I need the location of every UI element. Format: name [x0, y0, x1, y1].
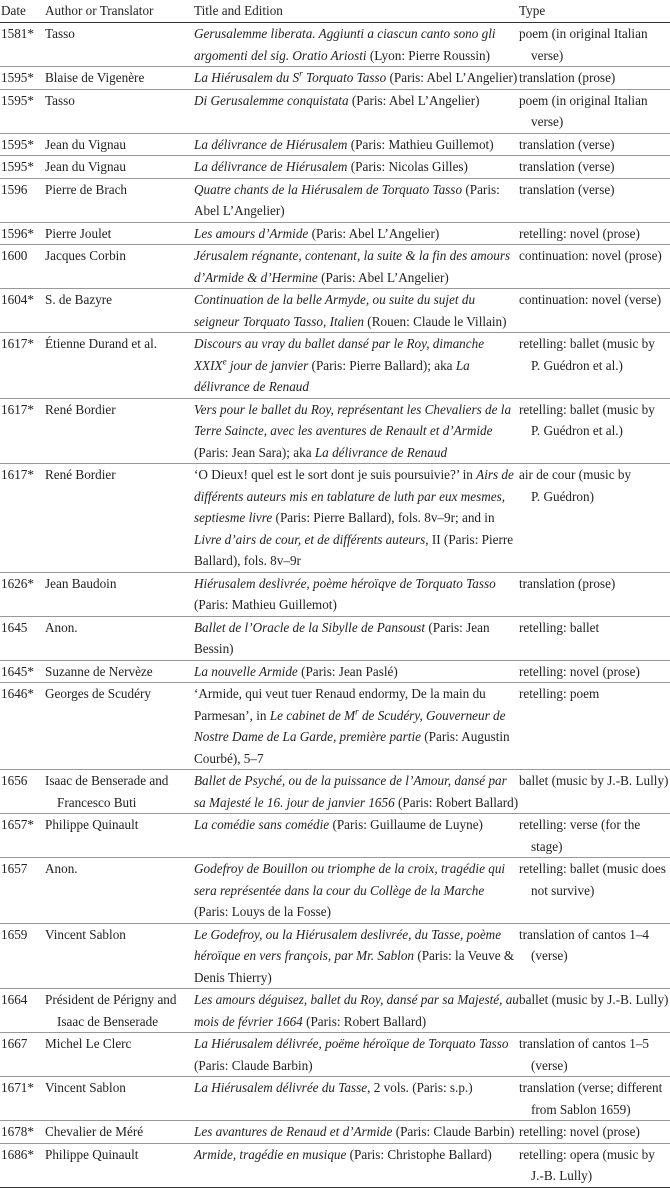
type-line: retelling: novel (prose) — [519, 663, 640, 679]
title-segment: (Paris: Claude Barbin) — [392, 1124, 515, 1139]
title-italic-segment: Les amours d’Armide — [194, 225, 309, 241]
title-segment: (Paris: Christophe Ballard) — [346, 1146, 492, 1162]
table-row — [0, 222, 670, 245]
author-line: Suzanne de Nervèze — [45, 663, 153, 679]
table-row — [0, 814, 670, 858]
title-italic-segment: Continuation de la belle Armyde, ou suite du sujet du seigneur Torquato Tasso, Italien — [194, 292, 476, 329]
cell-title — [194, 1077, 519, 1121]
cell-title — [194, 464, 519, 573]
cell-author — [45, 398, 194, 464]
author-line: Pierre de Brach — [45, 181, 128, 197]
cell-author — [45, 289, 194, 333]
cell-title — [194, 178, 519, 222]
cell-type — [519, 858, 670, 924]
cell-author — [45, 67, 194, 90]
header-author: Author or Translator — [45, 0, 194, 23]
title-italic-segment: Le Godefroy, ou la Hiérusalem deslivrée, du Tasse, poème héroïque en vers françois, par Mr. Sablon — [194, 926, 502, 963]
title-italic-segment: La délivrance de Hiérusalem — [194, 159, 348, 174]
title-italic-segment: Le cabinet de M — [269, 707, 356, 723]
title-segment: (Paris: Jean Sara); aka — [194, 444, 315, 460]
title-italic-segment: La délivrance de Renaud — [314, 444, 448, 460]
cell-type — [519, 770, 670, 814]
title-italic-segment: La Hiérusalem du S — [194, 70, 300, 85]
cell-title — [194, 245, 519, 289]
type-line: continuation: novel (prose) — [519, 248, 662, 263]
cell-title — [194, 1143, 519, 1187]
table-row — [0, 572, 670, 616]
author-line: Président de Périgny and — [45, 992, 177, 1007]
cell-date: 1678* — [0, 1121, 45, 1144]
cell-date: 1596* — [0, 222, 45, 245]
title-segment: (Paris: Robert Ballard) — [302, 1013, 427, 1029]
cell-author — [45, 1121, 194, 1144]
cell-type — [519, 89, 670, 133]
type-line: retelling: poem — [519, 686, 600, 701]
cell-type — [519, 989, 670, 1033]
title-segment: ‘Armide, qui veut tuer Renaud endormy, De la main du Parmesan’, in — [194, 686, 486, 723]
cell-author — [45, 1143, 194, 1187]
cell-date: 1595* — [0, 67, 45, 90]
type-line: translation (verse) — [519, 181, 615, 197]
cell-date: 1604* — [0, 289, 45, 333]
title-italic-segment: de Scudéry, Gouverneur de Nostre Dame de La Garde, première partie — [194, 707, 506, 744]
type-line: (verse) — [531, 948, 568, 963]
title-italic-segment: Ballet de l’Oracle de la Sibylle de Pansoust — [194, 619, 426, 635]
header-date: Date — [0, 0, 45, 23]
cell-author — [45, 245, 194, 289]
cell-author — [45, 660, 194, 683]
author-line: Jean du Vignau — [45, 159, 127, 174]
cell-type — [519, 814, 670, 858]
title-segment: (Paris: Louys de la Fosse) — [194, 904, 331, 919]
cell-type — [519, 1033, 670, 1077]
cell-title — [194, 923, 519, 989]
author-line: S. de Bazyre — [45, 292, 113, 307]
cell-type — [519, 289, 670, 333]
cell-date: 1617* — [0, 398, 45, 464]
cell-author — [45, 858, 194, 924]
cell-type — [519, 1143, 670, 1187]
cell-type — [519, 923, 670, 989]
type-line: retelling: opera (music by — [519, 1146, 655, 1162]
title-italic-segment: jour de janvier — [226, 357, 309, 373]
title-segment: (Paris: Abel L’Angelier) — [317, 269, 449, 285]
type-line: ballet (music by J.-B. Lully) — [519, 773, 669, 788]
cell-date: 1595* — [0, 89, 45, 133]
cell-title — [194, 858, 519, 924]
title-segment: (Paris: Mathieu Guillemot) — [347, 136, 494, 152]
author-line: Georges de Scudéry — [45, 686, 151, 701]
cell-title — [194, 222, 519, 245]
type-line: verse) — [531, 114, 564, 129]
cell-date: 1645* — [0, 660, 45, 683]
title-italic-segment: La nouvelle Armide — [194, 663, 298, 679]
type-line: translation of cantos 1–5 — [519, 1036, 650, 1051]
title-segment: (Paris: Claude Barbin) — [194, 1057, 313, 1073]
cell-date: 1659 — [0, 923, 45, 989]
title-italic-segment: Gerusalemme liberata. Aggiunti a ciascun canto sono gli argomenti del sig. Oratio Ariosti — [194, 26, 496, 63]
title-italic-segment: Les avantures de Renaud et d’Armide — [194, 1124, 393, 1139]
cell-title — [194, 660, 519, 683]
cell-date: 1595* — [0, 133, 45, 156]
cell-title — [194, 770, 519, 814]
author-line: Francesco Buti — [57, 794, 137, 810]
table-row — [0, 683, 670, 770]
title-segment: (Paris: Mathieu Guillemot) — [194, 597, 337, 612]
title-italic-segment: La Hiérusalem délivrée, poëme héroïque de Torquato Tasso — [194, 1036, 509, 1051]
type-line: from Sablon 1659) — [531, 1101, 631, 1117]
cell-type — [519, 683, 670, 770]
author-line: Michel Le Clerc — [45, 1036, 132, 1051]
table-row — [0, 289, 670, 333]
title-italic-segment: Ballet de Psyché, ou de la puissance de l’Amour, dansé par sa Majesté le 16. jour de janvier 1656 — [194, 773, 507, 810]
cell-author — [45, 572, 194, 616]
type-line: P. Guédron) — [531, 488, 594, 504]
cell-date: 1657* — [0, 814, 45, 858]
title-segment: (Paris: Nicolas Gilles) — [347, 159, 468, 174]
author-line: Tasso — [45, 92, 75, 108]
type-line: J.-B. Lully) — [531, 1168, 593, 1183]
title-segment: (Paris: Augustin Courbé), 5–7 — [194, 729, 510, 766]
table-row — [0, 989, 670, 1033]
type-line: (verse) — [531, 1057, 568, 1073]
author-line: Vincent Sablon — [45, 926, 126, 942]
cell-title — [194, 616, 519, 660]
cell-author — [45, 178, 194, 222]
author-line: Jean Baudoin — [45, 575, 117, 591]
title-italic-segment: Jérusalem régnante, contenant, la suite & la fin des amours d’Armide & d’Hermine — [194, 248, 511, 285]
type-line: retelling: ballet — [519, 619, 600, 635]
cell-title — [194, 133, 519, 156]
author-line: Isaac de Benserade — [57, 1013, 159, 1029]
title-segment: (Paris: Guillaume de Luyne) — [329, 817, 483, 832]
title-italic-segment: Les amours déguisez, ballet du Roy, dansé par sa Majesté, au mois de février 1664 — [194, 992, 519, 1029]
table-row — [0, 23, 670, 67]
title-segment: ‘O Dieux! quel est le sort dont je suis poursuivie?’ in — [194, 467, 477, 482]
author-line: Pierre Joulet — [45, 225, 112, 241]
table-row — [0, 616, 670, 660]
title-segment: (Paris: Abel L’Angelier) — [308, 225, 440, 241]
cell-author — [45, 683, 194, 770]
title-italic-segment: Vers pour le ballet du Roy, représentant les Chevaliers de la Terre Saincte, avec les aventures de Renault et d’Armide — [194, 401, 512, 438]
cell-title — [194, 1121, 519, 1144]
title-segment: (Paris: Pierre Ballard), fols. 8v–9r; and in — [272, 510, 495, 525]
cell-author — [45, 1077, 194, 1121]
title-italic-segment: e — [222, 356, 227, 367]
title-segment: (Paris: Pierre Ballard); aka — [308, 357, 456, 373]
title-italic-segment: La comédie sans comédie — [194, 817, 330, 832]
header-row — [0, 0, 670, 23]
author-line: Jean du Vignau — [45, 136, 127, 152]
cell-type — [519, 67, 670, 90]
type-line: retelling: ballet (music does — [519, 861, 666, 876]
table-row — [0, 1143, 670, 1187]
table-row — [0, 770, 670, 814]
type-line: retelling: ballet (music by — [519, 336, 655, 351]
type-line: retelling: novel (prose) — [519, 1124, 640, 1139]
type-line: translation (prose) — [519, 70, 616, 85]
cell-date: 1595* — [0, 156, 45, 179]
title-italic-segment: Hiérusalem deslivrée, poème héroïqve de Torquato Tasso — [194, 575, 496, 591]
cell-title — [194, 333, 519, 399]
cell-date: 1667 — [0, 1033, 45, 1077]
cell-date: 1657 — [0, 858, 45, 924]
header-type: Type — [519, 0, 670, 23]
type-line: not survive) — [531, 882, 595, 898]
author-line: Blaise de Vigenère — [45, 70, 145, 85]
title-italic-segment: La délivrance de Renaud — [194, 357, 470, 394]
header-title: Title and Edition — [194, 0, 519, 23]
cell-date: 1664 — [0, 989, 45, 1033]
author-line: Anon. — [45, 619, 78, 635]
type-line: translation (verse; different — [519, 1080, 663, 1095]
cell-type — [519, 616, 670, 660]
title-segment: (Paris: Jean Paslé) — [297, 663, 398, 679]
title-italic-segment: Godefroy de Bouillon ou triomphe de la croix, tragédie qui sera représentée dans la cour du Collège de la Marche — [194, 861, 506, 898]
title-italic-segment: Discours au vray du ballet dansé par le Roy, dimanche XXIX — [194, 336, 485, 373]
type-line: P. Guédron et al.) — [531, 357, 623, 373]
cell-title — [194, 1033, 519, 1077]
type-line: verse) — [531, 47, 564, 63]
cell-author — [45, 23, 194, 67]
author-line: Isaac de Benserade and — [45, 773, 169, 788]
type-line: air de cour (music by — [519, 467, 632, 482]
table-row — [0, 333, 670, 399]
title-segment: (Paris: Abel L’Angelier) — [386, 70, 518, 85]
table-row — [0, 156, 670, 179]
title-segment: (Paris: la Veuve & Denis Thierry) — [194, 948, 515, 985]
cell-title — [194, 398, 519, 464]
table-row — [0, 67, 670, 90]
cell-type — [519, 1077, 670, 1121]
table-row — [0, 178, 670, 222]
cell-author — [45, 989, 194, 1033]
type-line: retelling: ballet (music by — [519, 401, 655, 417]
cell-type — [519, 23, 670, 67]
cell-date: 1617* — [0, 333, 45, 399]
cell-author — [45, 770, 194, 814]
cell-title — [194, 156, 519, 179]
cell-author — [45, 89, 194, 133]
cell-date: 1645 — [0, 616, 45, 660]
cell-title — [194, 572, 519, 616]
cell-date: 1646* — [0, 683, 45, 770]
type-line: retelling: verse (for the — [519, 817, 641, 832]
type-line: poem (in original Italian — [519, 92, 648, 108]
title-italic-segment: Quatre chants de la Hiérusalem de Torquato Tasso — [194, 181, 463, 197]
cell-title — [194, 23, 519, 67]
cell-author — [45, 333, 194, 399]
cell-date: 1581* — [1, 26, 34, 41]
title-italic-segment: Torquato Tasso — [302, 70, 387, 85]
title-italic-segment: r — [299, 68, 303, 79]
cell-type — [519, 333, 670, 399]
author-line: Jacques Corbin — [45, 248, 126, 263]
cell-type — [519, 178, 670, 222]
table-row — [0, 923, 670, 989]
cell-title — [194, 289, 519, 333]
type-line: poem (in original Italian — [519, 26, 648, 41]
table-row — [0, 464, 670, 573]
title-italic-segment: Di Gerusalemme conquistata — [194, 92, 349, 108]
cell-type — [519, 156, 670, 179]
cell-author — [45, 464, 194, 573]
cell-type — [519, 133, 670, 156]
type-line: translation (verse) — [519, 136, 615, 152]
type-line: stage) — [531, 838, 563, 854]
author-line: Vincent Sablon — [45, 1080, 126, 1095]
cell-date: 1656 — [0, 770, 45, 814]
cell-type — [519, 572, 670, 616]
title-italic-segment: Livre d’airs de cour, et de différents auteurs — [194, 531, 426, 547]
table-row — [0, 133, 670, 156]
cell-date: 1686* — [0, 1143, 45, 1187]
cell-title — [194, 89, 519, 133]
author-line: Tasso — [45, 26, 75, 41]
cell-author — [45, 923, 194, 989]
cell-title — [194, 814, 519, 858]
table-row — [0, 858, 670, 924]
author-line: Philippe Quinault — [45, 1146, 139, 1162]
title-segment: (Paris: Robert Ballard) — [394, 794, 519, 810]
author-line: René Bordier — [45, 401, 116, 417]
type-line: P. Guédron et al.) — [531, 423, 623, 438]
title-italic-segment: r — [355, 706, 359, 717]
cell-title — [194, 683, 519, 770]
title-italic-segment: La délivrance de Hiérusalem — [194, 136, 348, 152]
cell-date: 1671* — [0, 1077, 45, 1121]
title-italic-segment: Armide, tragédie en musique — [194, 1146, 347, 1162]
cell-date: 1600 — [0, 245, 45, 289]
type-line: translation of cantos 1–4 — [519, 926, 650, 942]
title-segment: (Paris: Jean Bessin) — [194, 619, 490, 656]
cell-type — [519, 398, 670, 464]
table-row — [0, 660, 670, 683]
cell-date: 1596 — [0, 178, 45, 222]
table-row — [0, 1033, 670, 1077]
title-italic-segment: La Hiérusalem délivrée du Tasse — [194, 1080, 368, 1095]
author-line: Philippe Quinault — [45, 817, 139, 832]
cell-author — [45, 814, 194, 858]
type-line: translation (prose) — [519, 575, 616, 591]
cell-type — [519, 660, 670, 683]
author-line: René Bordier — [45, 467, 116, 482]
title-segment: , 2 vols. (Paris: s.p.) — [367, 1080, 473, 1095]
cell-author — [45, 616, 194, 660]
title-segment: , II (Paris: Pierre Ballard), fols. 8v–9r — [194, 531, 514, 568]
cell-type — [519, 464, 670, 573]
type-line: ballet (music by J.-B. Lully) — [519, 992, 669, 1007]
table-row — [0, 1077, 670, 1121]
cell-date: 1617* — [0, 464, 45, 573]
cell-type — [519, 1121, 670, 1144]
cell-date: 1626* — [0, 572, 45, 616]
title-italic-segment: Airs de différents auteurs mis en tablature de luth par eux mesmes, septiesme livre — [194, 467, 514, 525]
title-segment: (Paris: Abel L’Angelier) — [194, 181, 500, 218]
table-row — [0, 89, 670, 133]
author-line: Chevalier de Méré — [45, 1124, 144, 1139]
table-row — [0, 1121, 670, 1144]
cell-type — [519, 245, 670, 289]
table-row — [0, 398, 670, 464]
title-segment: (Paris: Abel L’Angelier) — [348, 92, 480, 108]
type-line: retelling: novel (prose) — [519, 225, 640, 241]
type-line: continuation: novel (verse) — [519, 292, 662, 307]
title-segment: (Lyon: Pierre Roussin) — [366, 47, 490, 63]
cell-title — [194, 989, 519, 1033]
table-row — [0, 245, 670, 289]
cell-author — [45, 222, 194, 245]
author-line: Étienne Durand et al. — [45, 336, 158, 351]
author-line: Anon. — [45, 861, 78, 876]
cell-type — [519, 222, 670, 245]
cell-author — [45, 156, 194, 179]
cell-author — [45, 1033, 194, 1077]
title-segment: (Rouen: Claude le Villain) — [364, 313, 507, 329]
cell-title — [194, 67, 519, 90]
cell-author — [45, 133, 194, 156]
type-line: translation (verse) — [519, 159, 615, 174]
